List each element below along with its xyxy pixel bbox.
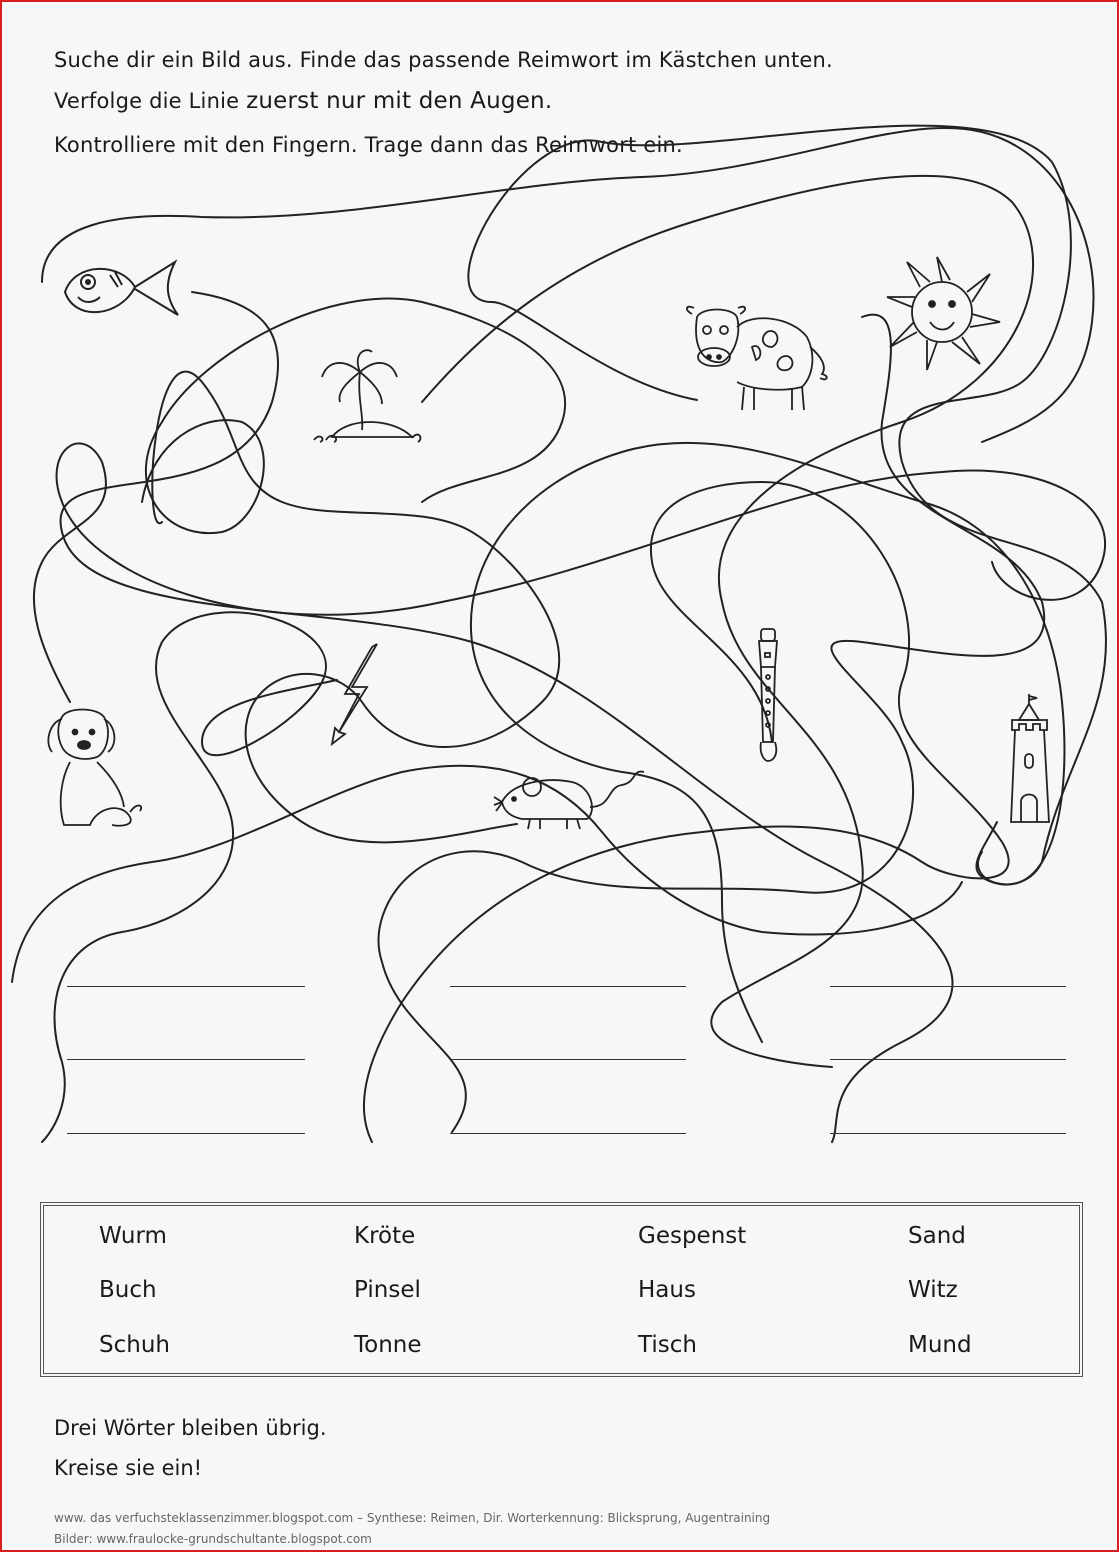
cow-icon: [682, 302, 832, 417]
answer-line-8[interactable]: [450, 1133, 686, 1134]
word-tonne[interactable]: Tonne: [354, 1332, 422, 1358]
word-tisch[interactable]: Tisch: [638, 1332, 697, 1358]
answer-line-2[interactable]: [450, 986, 686, 987]
word-kroete[interactable]: Kröte: [354, 1223, 416, 1249]
answer-line-3[interactable]: [830, 986, 1066, 987]
recorder-flute-icon: [747, 627, 792, 765]
word-buch[interactable]: Buch: [99, 1277, 157, 1303]
word-wurm[interactable]: Wurm: [99, 1223, 167, 1249]
word-box: [40, 1202, 1083, 1377]
instruction-line-3: Kontrolliere mit den Fingern. Trage dann das Reimwort ein.: [54, 133, 683, 157]
closing-line-1: Drei Wörter bleiben übrig.: [54, 1416, 327, 1440]
maze-line-lightning: [42, 612, 337, 1142]
dog-icon: [42, 707, 147, 832]
closing-line-2: Kreise sie ein!: [54, 1456, 203, 1480]
maze-line-fish: [61, 292, 953, 1142]
instruction-line-1: Suche dir ein Bild aus. Finde das passende Reimwort im Kästchen unten.: [54, 48, 833, 72]
maze-line-extra-3: [12, 766, 962, 982]
maze-line-dog: [34, 443, 1105, 702]
word-pinsel[interactable]: Pinsel: [354, 1277, 421, 1303]
word-sand[interactable]: Sand: [908, 1223, 966, 1249]
lightning-icon: [327, 642, 387, 747]
credit-line-2: Bilder: www.fraulocke-grundschultante.blogspot.com: [54, 1532, 372, 1546]
palm-island-icon: [312, 342, 427, 447]
word-gespenst[interactable]: Gespenst: [638, 1223, 747, 1249]
castle-tower-icon: [997, 692, 1062, 827]
answer-line-5[interactable]: [450, 1059, 686, 1060]
maze-lines: [2, 2, 1117, 1192]
instruction-line-2-emphasis: zuerst nur mit den Augen.: [246, 88, 553, 114]
word-haus[interactable]: Haus: [638, 1277, 696, 1303]
answer-line-7[interactable]: [67, 1133, 305, 1134]
answer-line-1[interactable]: [67, 986, 305, 987]
credit-line-1: www. das verfuchsteklassenzimmer.blogspot.com – Synthese: Reimen, Dir. Worterkennung: Blicksprung, Augentraining: [54, 1511, 771, 1525]
fish-icon: [60, 257, 185, 327]
answer-line-6[interactable]: [830, 1059, 1066, 1060]
answer-line-9[interactable]: [830, 1133, 1066, 1134]
word-schuh[interactable]: Schuh: [99, 1332, 170, 1358]
sun-icon: [882, 252, 1002, 372]
answer-line-4[interactable]: [67, 1059, 305, 1060]
instruction-line-2-plain: Verfolge die Linie: [54, 89, 247, 113]
mouse-icon: [492, 767, 647, 832]
word-mund[interactable]: Mund: [908, 1332, 972, 1358]
word-witz[interactable]: Witz: [908, 1277, 958, 1303]
